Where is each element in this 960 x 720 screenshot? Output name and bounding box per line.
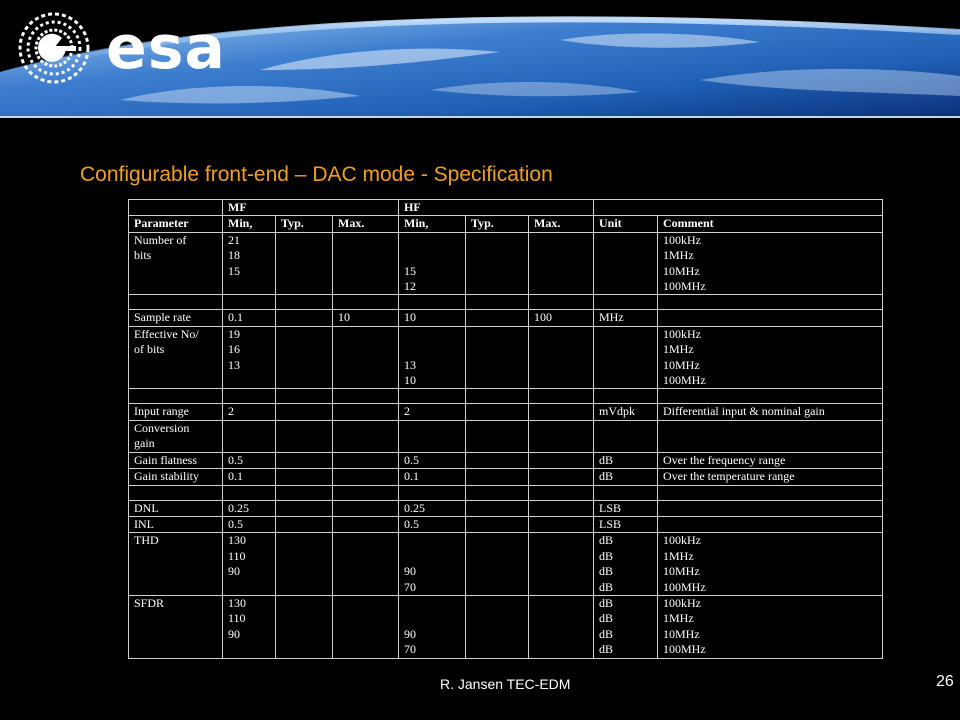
table-cell [129, 500, 223, 516]
empty-cell [399, 389, 466, 404]
table-row [129, 232, 883, 295]
table-cell [276, 452, 333, 468]
cell-line: dB [599, 611, 614, 626]
column-header: Typ. [276, 216, 333, 232]
cell-line: 1MHz [663, 248, 694, 263]
group-header-empty [594, 200, 883, 216]
cell-line: 18 [228, 248, 240, 263]
table-cell [223, 420, 276, 452]
cell-line [404, 327, 460, 342]
cell-line [404, 233, 460, 248]
empty-cell [466, 295, 529, 310]
table-cell [276, 595, 333, 658]
cell-line: dB [599, 595, 614, 610]
table-cell [223, 595, 276, 658]
table-cell [223, 469, 276, 485]
slide-title: Configurable front-end – DAC mode - Specification [80, 163, 553, 186]
table-cell [529, 500, 594, 516]
table-cell [333, 326, 399, 389]
cell-line: 0.5 [228, 452, 243, 467]
empty-cell [529, 485, 594, 500]
table-cell [466, 452, 529, 468]
esa-emblem-icon [14, 8, 94, 88]
cell-line [404, 248, 460, 263]
cell-line: 100kHz [663, 232, 701, 247]
cell-line: 90 [404, 626, 416, 641]
cell-line [404, 596, 460, 611]
cell-line: 100kHz [663, 326, 701, 341]
empty-cell [333, 295, 399, 310]
empty-cell [594, 295, 658, 310]
cell-line: 10 [404, 373, 416, 388]
table-cell [529, 404, 594, 420]
cell-line: 10 [404, 310, 416, 325]
table-cell [466, 595, 529, 658]
group-header-hf: HF [399, 200, 594, 216]
table-cell [129, 595, 223, 658]
cell-line: 0.5 [404, 516, 419, 531]
table-cell [399, 404, 466, 420]
table-cell [594, 595, 658, 658]
empty-cell [129, 485, 223, 500]
cell-line: Gain stability [134, 469, 199, 484]
table-cell [276, 533, 333, 596]
empty-cell [399, 295, 466, 310]
table-cell [276, 500, 333, 516]
cell-line: 12 [404, 279, 416, 294]
table-cell [399, 516, 466, 532]
cell-line: 0.1 [404, 469, 419, 484]
table-cell [594, 516, 658, 532]
empty-cell [594, 485, 658, 500]
table-cell [658, 595, 883, 658]
earth-banner [0, 0, 960, 118]
cell-line: 13 [404, 357, 416, 372]
cell-line: 0.1 [228, 469, 243, 484]
cell-line: 21 [228, 232, 240, 247]
cell-line: 1MHz [663, 342, 694, 357]
table-cell [466, 404, 529, 420]
table-cell [276, 469, 333, 485]
table-cell [129, 469, 223, 485]
empty-cell [223, 295, 276, 310]
esa-logo-text: esa [106, 13, 226, 83]
cell-line: 2 [228, 404, 234, 419]
cell-line: 0.5 [228, 516, 243, 531]
table-cell [466, 232, 529, 295]
cell-line: 90 [228, 626, 240, 641]
cell-line: Conversion [134, 420, 190, 435]
table-cell [658, 232, 883, 295]
table-cell [399, 500, 466, 516]
table-cell [658, 420, 883, 452]
table-cell [658, 469, 883, 485]
cell-line: Effective No/ [134, 326, 199, 341]
table-cell [594, 310, 658, 326]
esa-logo [14, 8, 239, 88]
footer-author: R. Jansen TEC-EDM [440, 676, 571, 692]
table-cell [129, 452, 223, 468]
table-cell [529, 420, 594, 452]
table-cell [223, 326, 276, 389]
table-row [129, 420, 883, 452]
cell-line: MHz [599, 310, 624, 325]
empty-cell [466, 485, 529, 500]
cell-line: 100 [534, 310, 552, 325]
cell-line: INL [134, 516, 154, 531]
empty-cell [466, 389, 529, 404]
cell-line: Differential input & nominal gain [663, 404, 825, 419]
table-row [129, 500, 883, 516]
table-row [129, 516, 883, 532]
table-cell [276, 516, 333, 532]
table-row [129, 533, 883, 596]
table-cell [594, 500, 658, 516]
column-header: Max. [333, 216, 399, 232]
table-cell [223, 404, 276, 420]
cell-line: gain [134, 436, 155, 451]
table-cell [223, 500, 276, 516]
cell-line: Sample rate [134, 310, 191, 325]
cell-line: 10 [338, 310, 350, 325]
cell-line: 10MHz [663, 626, 700, 641]
table-cell [529, 469, 594, 485]
table-cell [529, 326, 594, 389]
empty-cell [276, 485, 333, 500]
cell-line: Input range [134, 404, 189, 419]
cell-line: Number of [134, 232, 187, 247]
empty-cell [276, 295, 333, 310]
table-cell [399, 420, 466, 452]
cell-line: of bits [134, 342, 165, 357]
cell-line: 90 [404, 564, 416, 579]
cell-line: 100MHz [663, 642, 706, 657]
cell-line [404, 611, 460, 626]
column-header: Min, [399, 216, 466, 232]
cell-line: LSB [599, 516, 622, 531]
table-row [129, 469, 883, 485]
cell-line: 100MHz [663, 373, 706, 388]
empty-cell [529, 295, 594, 310]
table-cell [466, 326, 529, 389]
cell-line: 100MHz [663, 579, 706, 594]
table-cell [333, 232, 399, 295]
spec-table [128, 199, 883, 659]
table-cell [594, 469, 658, 485]
cell-line: 0.5 [404, 452, 419, 467]
group-header-mf: MF [223, 200, 399, 216]
cell-line: bits [134, 248, 152, 263]
table-cell [276, 232, 333, 295]
table-row [129, 326, 883, 389]
table-cell [333, 404, 399, 420]
table-cell [223, 533, 276, 596]
cell-line: Over the temperature range [663, 469, 795, 484]
table-cell [333, 452, 399, 468]
table-cell [333, 500, 399, 516]
table-cell [333, 533, 399, 596]
cell-line: 110 [228, 611, 246, 626]
cell-line: SFDR [134, 595, 165, 610]
column-header: Max. [529, 216, 594, 232]
cell-line: dB [599, 564, 614, 579]
cell-line: DNL [134, 500, 159, 515]
table-cell [223, 516, 276, 532]
table-cell [466, 533, 529, 596]
table-cell [399, 469, 466, 485]
cell-line: dB [599, 533, 614, 548]
table-cell [529, 452, 594, 468]
cell-line: 13 [228, 357, 240, 372]
table-row [129, 452, 883, 468]
table-cell [594, 404, 658, 420]
table-cell [399, 326, 466, 389]
table-cell [594, 326, 658, 389]
cell-line: 130 [228, 595, 246, 610]
table-cell [129, 310, 223, 326]
empty-cell [529, 389, 594, 404]
column-header: Min, [223, 216, 276, 232]
table-cell [129, 404, 223, 420]
table-cell [529, 232, 594, 295]
cell-line: 1MHz [663, 548, 694, 563]
table-cell [658, 404, 883, 420]
empty-cell [129, 295, 223, 310]
table-cell [466, 516, 529, 532]
cell-line [404, 549, 460, 564]
table-cell [129, 232, 223, 295]
table-cell [399, 595, 466, 658]
table-cell [658, 310, 883, 326]
cell-line: 15 [228, 263, 240, 278]
group-header-row [129, 200, 883, 216]
cell-line: dB [599, 626, 614, 641]
table-cell [129, 516, 223, 532]
cell-line: 16 [228, 342, 240, 357]
table-cell [333, 595, 399, 658]
table-cell [399, 232, 466, 295]
table-cell [658, 326, 883, 389]
table-row [129, 595, 883, 658]
cell-line: 130 [228, 533, 246, 548]
table-cell [333, 516, 399, 532]
cell-line: 10MHz [663, 263, 700, 278]
table-cell [466, 310, 529, 326]
empty-cell [658, 485, 883, 500]
table-cell [529, 533, 594, 596]
cell-line: 1MHz [663, 611, 694, 626]
table-cell [466, 469, 529, 485]
cell-line: 15 [404, 263, 416, 278]
table-cell [529, 310, 594, 326]
cell-line: 70 [404, 642, 416, 657]
cell-line: 100kHz [663, 533, 701, 548]
column-header: Comment [658, 216, 883, 232]
empty-cell [594, 389, 658, 404]
table-cell [276, 326, 333, 389]
table-cell [129, 533, 223, 596]
empty-cell [223, 389, 276, 404]
table-cell [529, 516, 594, 532]
cell-line: dB [599, 642, 614, 657]
cell-line: 19 [228, 326, 240, 341]
cell-line: 110 [228, 548, 246, 563]
empty-cell [333, 389, 399, 404]
spacer-row [129, 389, 883, 404]
cell-line: THD [134, 533, 159, 548]
cell-line: 90 [228, 564, 240, 579]
column-header: Unit [594, 216, 658, 232]
table-cell [658, 452, 883, 468]
table-cell [276, 310, 333, 326]
column-header: Parameter [129, 216, 223, 232]
empty-cell [658, 389, 883, 404]
table-cell [658, 516, 883, 532]
cell-line: 0.1 [228, 310, 243, 325]
table-cell [594, 533, 658, 596]
table-cell [594, 452, 658, 468]
cell-line [404, 533, 460, 548]
table-cell [223, 452, 276, 468]
cell-line: 100kHz [663, 595, 701, 610]
cell-line: LSB [599, 500, 622, 515]
table-cell [276, 404, 333, 420]
table-cell [333, 420, 399, 452]
cell-line: dB [599, 579, 614, 594]
cell-line: 2 [404, 404, 410, 419]
table-row [129, 310, 883, 326]
cell-line: 10MHz [663, 564, 700, 579]
column-header: Typ. [466, 216, 529, 232]
spacer-row [129, 485, 883, 500]
cell-line: 100MHz [663, 279, 706, 294]
table-cell [223, 310, 276, 326]
cell-line: 0.25 [228, 500, 249, 515]
table-cell [466, 500, 529, 516]
empty-cell [399, 485, 466, 500]
empty-cell [129, 389, 223, 404]
column-header-row [129, 216, 883, 232]
spacer-row [129, 295, 883, 310]
empty-cell [223, 485, 276, 500]
empty-cell [276, 389, 333, 404]
cell-line: 10MHz [663, 357, 700, 372]
table-row [129, 404, 883, 420]
table-cell [399, 533, 466, 596]
table-cell [529, 595, 594, 658]
cell-line: 0.25 [404, 500, 425, 515]
cell-line: Over the frequency range [663, 452, 786, 467]
table-cell [129, 326, 223, 389]
table-cell [466, 420, 529, 452]
cell-line [404, 342, 460, 357]
cell-line: dB [599, 548, 614, 563]
empty-cell [658, 295, 883, 310]
cell-line: mVdpk [599, 404, 635, 419]
cell-line: Gain flatness [134, 452, 197, 467]
table-cell [333, 310, 399, 326]
table-cell [223, 232, 276, 295]
empty-cell [333, 485, 399, 500]
page-number: 26 [936, 673, 954, 690]
cell-line: dB [599, 469, 614, 484]
group-header-empty [129, 200, 223, 216]
table-cell [333, 469, 399, 485]
table-cell [399, 310, 466, 326]
table-cell [594, 420, 658, 452]
table-cell [658, 533, 883, 596]
table-cell [129, 420, 223, 452]
table-cell [658, 500, 883, 516]
table-cell [276, 420, 333, 452]
table-cell [594, 232, 658, 295]
cell-line: dB [599, 452, 614, 467]
table-cell [399, 452, 466, 468]
cell-line: 70 [404, 579, 416, 594]
